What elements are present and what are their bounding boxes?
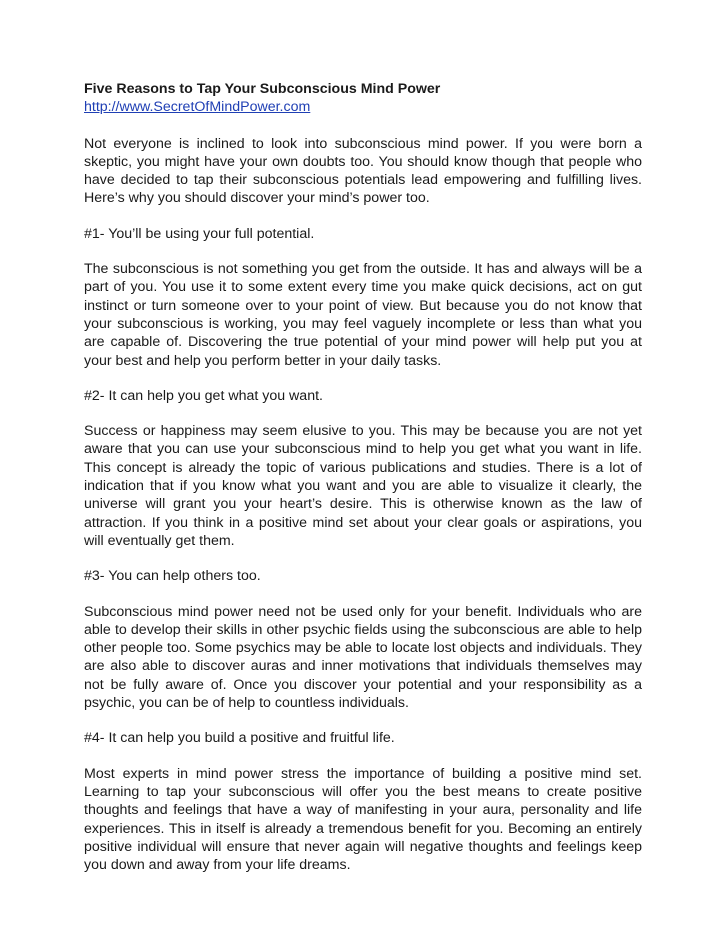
spacer (84, 370, 642, 387)
document-page (84, 80, 642, 874)
spacer (84, 712, 642, 729)
spacer (84, 586, 642, 603)
spacer (84, 208, 642, 225)
section-heading-2: #2- It can help you get what you want. (84, 387, 323, 404)
section-heading-4: #4- It can help you build a positive and fruitful life. (84, 730, 395, 747)
section-body-2: Success or happiness may seem elusive to you. This may be because you are not yet aware that you can use your subconscious mind to help you get what you want in life. This concept is already the topic of various publications and studies. There is a lot of indication that if you know what you want and you are able to visualize it clearly, the universe will grant you your heart’s desire. This is otherwise known as the law of attraction. If you think in a positive mind set about your clear goals or aspirations, you will eventually get them. (84, 423, 642, 549)
section-body-3: Subconscious mind power need not be used only for your benefit. Individuals who are able to develop their skills in other psychic fields using the subconscious are able to help other people too. Some psychics may be able to locate lost objects and individuals. They are also able to discover auras and inner motivations that individuals themselves may not be fully aware of. Once you discover your potential and your responsibility as a psychic, you can be of help to countless individuals. (84, 603, 642, 712)
spacer (84, 243, 642, 260)
document-title: Five Reasons to Tap Your Subconscious Mind Power (84, 81, 441, 97)
intro-paragraph: Not everyone is inclined to look into subconscious mind power. If you were born a skeptic, you might have your own doubts too. You should know though that people who have decided to tap their subconscious potentials lead empowering and fulfilling lives. Here’s why you should discover your mind’s power too. (84, 135, 642, 207)
spacer (84, 405, 642, 422)
section-heading-1: #1- You’ll be using your full potential. (84, 225, 315, 242)
section-body-4: Most experts in mind power stress the importance of building a positive mind set. Learning to tap your subconscious will offer you the best means to create positive thoughts and feelings that have a way of manifesting in your aura, personality and life experiences. This in itself is already a tremendous benefit for you. Becoming an entirely positive individual will ensure that never again will negative thoughts and feelings keep you down and away from your life dreams. (84, 765, 642, 874)
spacer (84, 117, 642, 135)
spacer (84, 748, 642, 765)
spacer (84, 550, 642, 567)
section-heading-3: #3- You can help others too. (84, 568, 261, 585)
section-body-1: The subconscious is not something you get from the outside. It has and always will be a part of you. You use it to some extent every time you make quick decisions, act on gut instinct or turn someone over to your point of view. But because you do not know that your subconscious is working, you may feel vaguely incomplete or less than what you are capable of. Discovering the true potential of your mind power will help put you at your best and help you perform better in your daily tasks. (84, 261, 642, 369)
website-link[interactable]: http://www.SecretOfMindPower.com (84, 99, 311, 116)
